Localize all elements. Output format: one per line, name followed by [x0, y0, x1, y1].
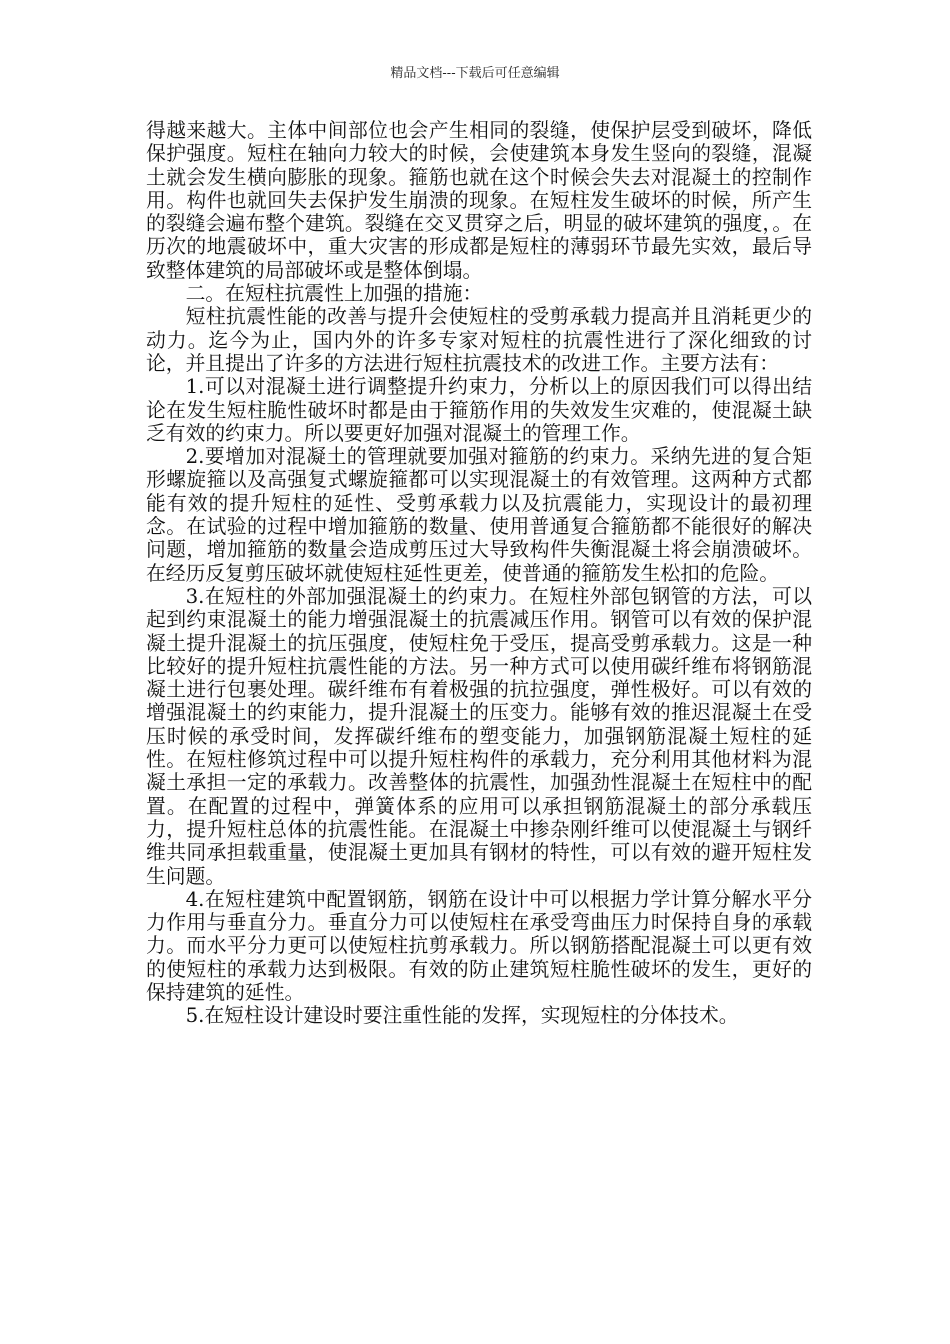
list-item-2: 2.要增加对混凝土的管理就要加强对箍筋的约束力。采纳先进的复合矩形螺旋箍以及高强复式螺旋箍都可以实现混凝土的有效管理。这两种方式都能有效的提升短柱的延性、受剪承载力以及抗震能力，实现设计的最初理念。在试验的过程中增加箍筋的数量、使用普通复合箍筋都不能很好的解决问题，增加箍筋的数量会造成剪压过大导致构件失衡混凝土将会崩溃破坏。在经历反复剪压破坏就使短柱延性更差，使普通的箍筋发生松扣的危险。: [146, 445, 812, 585]
paragraph-continued: 得越来越大。主体中间部位也会产生相同的裂缝，使保护层受到破坏，降低保护强度。短柱在轴向力较大的时候，会使建筑本身发生竖向的裂缝，混凝土就会发生横向膨胀的现象。箍筋也就在这个时候会失去对混凝土的控制作用。构件也就回失去保护发生崩溃的现象。在短柱发生破坏的时候，所产生的裂缝会遍布整个建筑。裂缝在交叉贯穿之后，明显的破坏建筑的强度，。在历次的地震破坏中，重大灾害的形成都是短柱的薄弱环节最先实效，最后导致整体建筑的局部破坏或是整体倒塌。: [146, 119, 812, 282]
paragraph-intro: 短柱抗震性能的改善与提升会使短柱的受剪承载力提高并且消耗更少的动力。迄今为止，国内外的许多专家对短柱的抗震性进行了深化细致的讨论，并且提出了许多的方法进行短柱抗震技术的改进工作。主要方法有：: [146, 305, 812, 375]
list-item-4: 4.在短柱建筑中配置钢筋，钢筋在设计中可以根据力学计算分解水平分力作用与垂直分力。垂直分力可以使短柱在承受弯曲压力时保持自身的承载力。而水平分力更可以使短柱抗剪承载力。所以钢筋搭配混凝土可以更有效的使短柱的承载力达到极限。有效的防止建筑短柱脆性破坏的发生，更好的保持建筑的延性。: [146, 887, 812, 1004]
list-item-1: 1.可以对混凝土进行调整提升约束力，分析以上的原因我们可以得出结论在发生短柱脆性破坏时都是由于箍筋作用的失效发生灾难的，使混凝土缺乏有效的约束力。所以要更好加强对混凝土的管理工作。: [146, 375, 812, 445]
document-body: [146, 119, 812, 1028]
list-item-5: 5.在短柱设计建设时要注重性能的发挥，实现短柱的分体技术。: [185, 1004, 739, 1028]
page-header: 精品文档---下载后可任意编辑: [390, 66, 560, 81]
list-item-3: 3.在短柱的外部加强混凝土的约束力。在短柱外部包钢管的方法，可以起到约束混凝土的能力增强混凝土的抗震减压作用。钢管可以有效的保护混凝土提升混凝土的抗压强度，使短柱免于受压，提高受剪承载力。这是一种比较好的提升短柱抗震性能的方法。另一种方式可以使用碳纤维布将钢筋混凝土进行包裹处理。碳纤维布有着极强的抗拉强度，弹性极好。可以有效的增强混凝土的约束能力，提升混凝土的压变力。能够有效的推迟混凝土在受压时候的承受时间，发挥碳纤维布的塑变能力，加强钢筋混凝土短柱的延性。在短柱修筑过程中可以提升短柱构件的承载力，充分利用其他材料为混凝土承担一定的承载力。改善整体的抗震性，加强劲性混凝土在短柱中的配置。在配置的过程中，弹簧体系的应用可以承担钢筋混凝土的部分承载压力，提升短柱总体的抗震性能。在混凝土中掺杂刚纤维可以使混凝土与钢纤维共同承担载重量，使混凝土更加具有钢材的特性，可以有效的避开短柱发生问题。: [146, 584, 812, 888]
section-heading: 二。在短柱抗震性上加强的措施：: [185, 282, 483, 306]
